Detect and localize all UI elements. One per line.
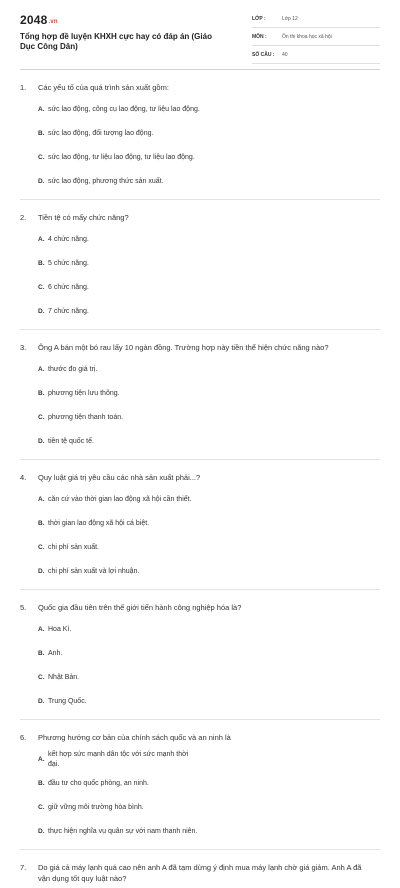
meta-row-subject [252, 28, 380, 46]
answer-option-a[interactable] [38, 229, 213, 250]
answer-option-b[interactable] [38, 383, 213, 404]
answer-option-d[interactable] [38, 691, 213, 712]
meta-value: Ôn thi khoa học xã hội [282, 33, 332, 40]
option-letter: D. [38, 567, 45, 575]
answer-option-d[interactable] [38, 561, 213, 582]
question-item [20, 460, 380, 590]
option-letter: D. [38, 827, 45, 835]
option-text: sức lao động, đối tượng lao động. [48, 129, 154, 137]
question-stem [20, 82, 380, 93]
option-letter: D. [38, 697, 45, 705]
answer-option-c[interactable] [38, 407, 213, 428]
option-letter: C. [38, 543, 45, 551]
option-letter: C. [38, 413, 45, 421]
option-text: 7 chức năng. [48, 307, 89, 315]
answer-options [20, 99, 380, 195]
option-letter: B. [38, 389, 45, 397]
option-letter: A. [38, 755, 45, 763]
option-text: chi phí sản xuất và lợi nhuận. [48, 567, 140, 575]
document-meta [252, 10, 380, 64]
answer-options [20, 619, 380, 715]
answer-option-a[interactable] [38, 489, 213, 510]
question-list [20, 70, 380, 888]
answer-options [20, 229, 380, 325]
answer-option-c[interactable] [38, 797, 213, 818]
answer-options [20, 749, 380, 845]
option-text: căn cứ vào thời gian lao động xã hội cần thiết. [48, 495, 192, 503]
meta-value: 40 [282, 51, 288, 58]
answer-options [20, 489, 380, 585]
question-text: Ông A bán một bó rau lấy 10 ngàn đồng. Trường hợp này tiền thể hiện chức năng nào? [38, 343, 329, 352]
option-letter: A. [38, 365, 45, 373]
meta-row-count [252, 46, 380, 64]
logo-suffix: .vn [48, 19, 58, 25]
option-text: sức lao động, công cụ lao động, tư liệu lao động. [48, 105, 200, 113]
option-letter: D. [38, 307, 45, 315]
option-text: thực hiện nghĩa vụ quân sự với nam thanh niên. [48, 827, 198, 835]
meta-row-grade [252, 10, 380, 28]
question-stem [20, 602, 380, 613]
question-number: 4. [20, 473, 27, 482]
answer-option-d[interactable] [38, 171, 213, 192]
site-logo[interactable] [20, 13, 58, 27]
answer-option-b[interactable] [38, 513, 213, 534]
question-item [20, 70, 380, 200]
question-stem [20, 342, 380, 353]
question-item [20, 720, 380, 850]
answer-option-c[interactable] [38, 667, 213, 688]
option-letter: C. [38, 283, 45, 291]
question-number: 6. [20, 733, 27, 742]
option-letter: B. [38, 779, 45, 787]
option-text: 6 chức năng. [48, 283, 89, 291]
answer-option-d[interactable] [38, 821, 213, 842]
question-text: Phương hướng cơ bản của chính sách quốc và an ninh là [38, 733, 231, 742]
option-letter: B. [38, 129, 45, 137]
question-number: 5. [20, 603, 27, 612]
answer-option-a[interactable] [38, 619, 213, 640]
question-number: 1. [20, 83, 27, 92]
option-letter: C. [38, 803, 45, 811]
option-letter: A. [38, 625, 45, 633]
answer-option-a[interactable] [38, 749, 213, 770]
question-number: 7. [20, 863, 27, 872]
answer-option-c[interactable] [38, 147, 213, 168]
answer-option-b[interactable] [38, 643, 213, 664]
question-text: Các yếu tố của quá trình sản xuất gồm: [38, 83, 169, 92]
question-text: Quy luật giá trị yêu cầu các nhà sản xuất phải...? [38, 473, 201, 482]
question-number: 3. [20, 343, 27, 352]
option-letter: C. [38, 153, 45, 161]
option-letter: A. [38, 105, 45, 113]
option-letter: A. [38, 495, 45, 503]
option-letter: B. [38, 259, 45, 267]
logo-main: 2048 [20, 13, 48, 27]
option-text: phương tiện thanh toán. [48, 413, 124, 421]
answer-option-d[interactable] [38, 301, 213, 322]
question-text: Do giá cả máy lạnh quá cao nên anh A đã tạm dừng ý định mua máy lạnh chờ giá giảm. Anh A đã vận dụng tốt quy luật nào? [38, 863, 362, 883]
question-stem [20, 472, 380, 483]
question-item [20, 330, 380, 460]
question-item [20, 590, 380, 720]
question-text: Tiền tệ có mấy chức năng? [38, 213, 129, 222]
option-letter: B. [38, 519, 45, 527]
option-text: sức lao động, phương thức sản xuất. [48, 177, 164, 185]
option-text: 4 chức năng. [48, 235, 89, 243]
option-text: Trung Quốc. [48, 697, 87, 705]
question-item [20, 200, 380, 330]
option-text: tiền tệ quốc tế. [48, 437, 94, 445]
option-letter: D. [38, 177, 45, 185]
answer-option-b[interactable] [38, 123, 213, 144]
document-title: Tổng hợp đề luyện KHXH cực hay có đáp án (Giáo Dục Công Dân) [20, 32, 212, 51]
question-stem [20, 212, 380, 223]
option-letter: D. [38, 437, 45, 445]
option-text: phương tiện lưu thông. [48, 389, 120, 397]
question-number: 2. [20, 213, 27, 222]
option-text: đầu tư cho quốc phòng, an ninh. [48, 779, 149, 787]
option-text: kết hợp sức mạnh dân tộc với sức mạnh thời đại. [48, 750, 189, 768]
option-text: chi phí sản xuất. [48, 543, 99, 551]
option-text: thời gian lao động xã hội cá biệt. [48, 519, 150, 527]
meta-key: SỐ CÂU : [252, 51, 275, 58]
answer-option-b[interactable] [38, 253, 213, 274]
option-letter: C. [38, 673, 45, 681]
question-stem [20, 732, 380, 743]
question-stem [20, 862, 380, 884]
option-text: Hoa Kì. [48, 625, 72, 633]
answer-option-c[interactable] [38, 537, 213, 558]
option-text: Nhật Bản. [48, 673, 80, 681]
document-header [0, 0, 400, 70]
answer-option-d[interactable] [38, 431, 213, 452]
option-letter: B. [38, 649, 45, 657]
option-letter: A. [38, 235, 45, 243]
answer-option-a[interactable] [38, 99, 213, 120]
question-text: Quốc gia đầu tiên trên thế giới tiến hành công nghiệp hóa là? [38, 603, 242, 612]
question-item [20, 850, 380, 888]
option-text: 5 chức năng. [48, 259, 89, 267]
meta-value: Lớp 12 [282, 15, 298, 22]
answer-option-c[interactable] [38, 277, 213, 298]
option-text: Anh. [48, 649, 63, 657]
option-text: giữ vững môi trường hòa bình. [48, 803, 144, 811]
answer-option-a[interactable] [38, 359, 213, 380]
option-text: sức lao động, tư liệu lao động, tư liệu lao động. [48, 153, 195, 161]
answer-options [20, 359, 380, 455]
answer-option-b[interactable] [38, 773, 213, 794]
option-text: thước đo giá trị. [48, 365, 98, 373]
meta-key: MÔN : [252, 33, 267, 40]
meta-key: LỚP : [252, 15, 266, 22]
